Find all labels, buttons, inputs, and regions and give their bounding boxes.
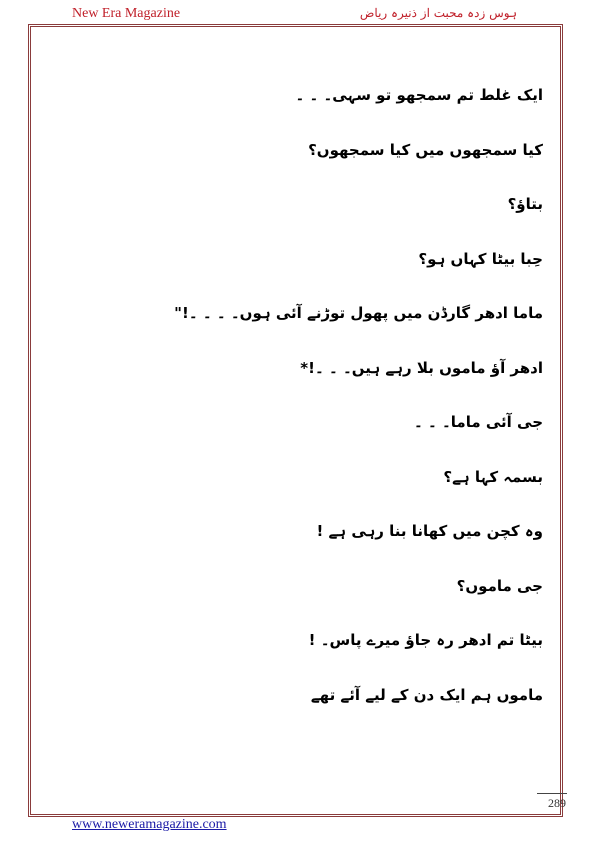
text-line: ادھر آؤ ماموں بلا رہے ہیں۔ ۔ ۔!*	[300, 358, 543, 377]
text-line: بیٹا تم ادھر رہ جاؤ میرے پاس۔ !	[308, 631, 543, 649]
text-line: کیا سمجھوں میں کیا سمجھوں؟	[308, 140, 543, 159]
website-link[interactable]: www.neweramagazine.com	[72, 817, 227, 832]
text-line: جی ماموں؟	[456, 576, 543, 595]
text-line: ماموں ہم ایک دن کے لیے آئے تھے	[310, 685, 543, 704]
page-number: 289	[548, 796, 566, 810]
page-number-rule	[537, 793, 567, 794]
story-title: ہوس زدہ محبت از ذنیرہ ریاض	[359, 6, 517, 20]
text-line: حِبا بیٹا کہاں ہو؟	[418, 249, 543, 268]
text-line: ماما ادھر گارڈن میں پھول توڑنے آئی ہوں۔ ۔ ۔ ۔!"	[174, 304, 543, 322]
story-text	[70, 80, 543, 734]
text-line: بتاؤ؟	[507, 195, 543, 213]
text-line: وہ کچن میں کھانا بنا رہی ہے !	[316, 522, 543, 540]
text-line: بسمہ کہا ہے؟	[443, 467, 543, 486]
magazine-name: New Era Magazine	[72, 6, 181, 21]
text-line: جی آئی ماما۔ ۔ ۔	[413, 413, 543, 431]
text-line: ایک غلط تم سمجھو تو سہی۔ ۔ ۔	[295, 86, 543, 104]
